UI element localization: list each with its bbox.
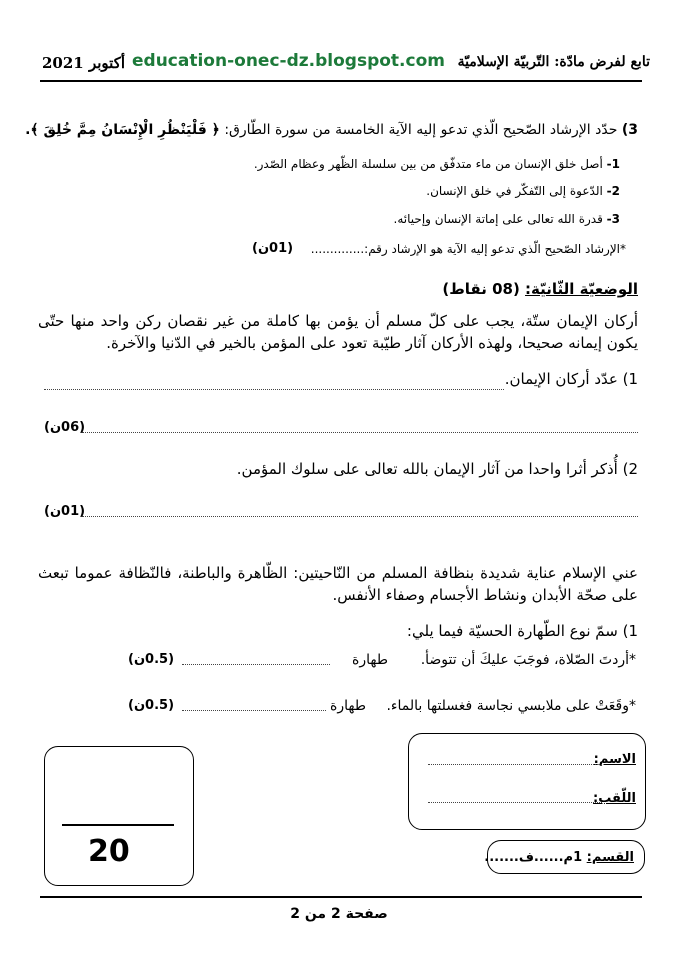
q3-ayah: ﴿ فَلْيَنْظُرِ الْإِنْسَانُ مِمَّ خُلِقَ ﴾.	[25, 122, 220, 138]
item-2-answer-dots[interactable]	[182, 710, 326, 711]
situation3-item-1: *أردتَ الصّلاة، فوجَبَ عليكَ أن تتوضأ.	[420, 652, 636, 668]
score-max: 20	[88, 834, 130, 869]
surname-label: اللّقب:	[593, 791, 636, 806]
student-info-box	[408, 733, 646, 830]
exam-date: أكتوبر 2021	[42, 54, 126, 72]
q3-prompt-line	[25, 122, 638, 138]
situation2-heading	[442, 280, 638, 298]
score-fraction-line	[62, 824, 174, 826]
page-number: صفحة 2 من 2	[290, 906, 388, 922]
name-label: الاسم:	[593, 752, 636, 767]
situation3-paragraph: عني الإسلام عناية شديدة بنظافة المسلم من النّاحيتين: الظّاهرة والباطنة، فالنّظافة عموما تبعث على صحّة الأبدان ونشاط الأجسام وصفاء الأنفس.	[38, 564, 638, 604]
situation3-q1: 1) سمّ نوع الطّهارة الحسيّة فيما يلي:	[406, 622, 638, 640]
class-label: القسم:	[586, 850, 634, 865]
situation2-q1-points: (06ن)	[44, 420, 86, 435]
situation2-q1: 1) عدّد أركان الإيمان.	[504, 370, 638, 388]
q3-option-1: 1- أصل خلق الإنسان من ماء متدفّق من بين سلسلة الظّهر وعظام الصّدر.	[253, 157, 620, 171]
situation2-q2-points: (01ن)	[44, 504, 86, 519]
item-1-answer-dots[interactable]	[182, 664, 330, 665]
exam-subject: تابع لفرض مادّة: التّربيّة الإسلاميّة	[457, 54, 650, 70]
situation2-q2: 2) أُذكر أثرا واحدا من آثار الإيمان بالله تعالى على سلوك المؤمن.	[236, 460, 638, 478]
situation2-paragraph: أركان الإيمان ستّة، يجب على كلّ مسلم أن يؤمن بها كاملة من غير نقصان ركن واحد منها حتّى يكون إيمانه صحيحا، ولهذه الأركان آثار طيّبة تعود على المؤمن بالخير في الدّنيا والآخرة.	[38, 312, 638, 352]
header-divider	[40, 80, 642, 82]
surname-field[interactable]	[428, 802, 602, 803]
name-field[interactable]	[428, 764, 602, 765]
q1-answer-dots-1[interactable]	[44, 389, 504, 390]
q3-number: 3)	[621, 122, 638, 138]
watermark-url[interactable]: education-onec-dz.blogspot.com	[132, 51, 445, 71]
situation3-item-1-points: (0.5ن)	[128, 652, 175, 667]
q3-points: (01ن)	[252, 241, 294, 256]
situation2-title: الوضعيّة الثّانيّة:	[525, 280, 638, 298]
class-field[interactable]	[484, 850, 634, 865]
situation3-item-2-label: طهارة	[330, 698, 366, 714]
q1-answer-dots-2[interactable]	[82, 432, 638, 433]
q3-option-2: 2- الدّعوة إلى التّفكّر في خلق الإنسان.	[426, 184, 620, 198]
situation3-item-2-points: (0.5ن)	[128, 698, 175, 713]
q3-option-3: 3- قدرة الله تعالى على إماتة الإنسان وإحيائه.	[393, 212, 620, 226]
class-value: 1م......ف.......	[484, 850, 583, 865]
situation3-item-2: *وقَعَتْ على ملابسي نجاسة فغسلتها بالماء.	[386, 698, 636, 714]
q2-answer-dots[interactable]	[82, 516, 638, 517]
footer-divider	[40, 896, 642, 898]
situation3-item-1-label: طهارة	[352, 652, 388, 668]
situation2-points: (08 نقاط)	[442, 280, 520, 298]
q3-answer-line: *الإرشاد الصّحيح الّذي تدعو إليه الآية هو الإرشاد رقم:..............	[310, 242, 626, 256]
q3-prompt: حدّد الإرشاد الصّحيح الّذي تدعو إليه الآية الخامسة من سورة الطّارق:	[224, 122, 618, 138]
